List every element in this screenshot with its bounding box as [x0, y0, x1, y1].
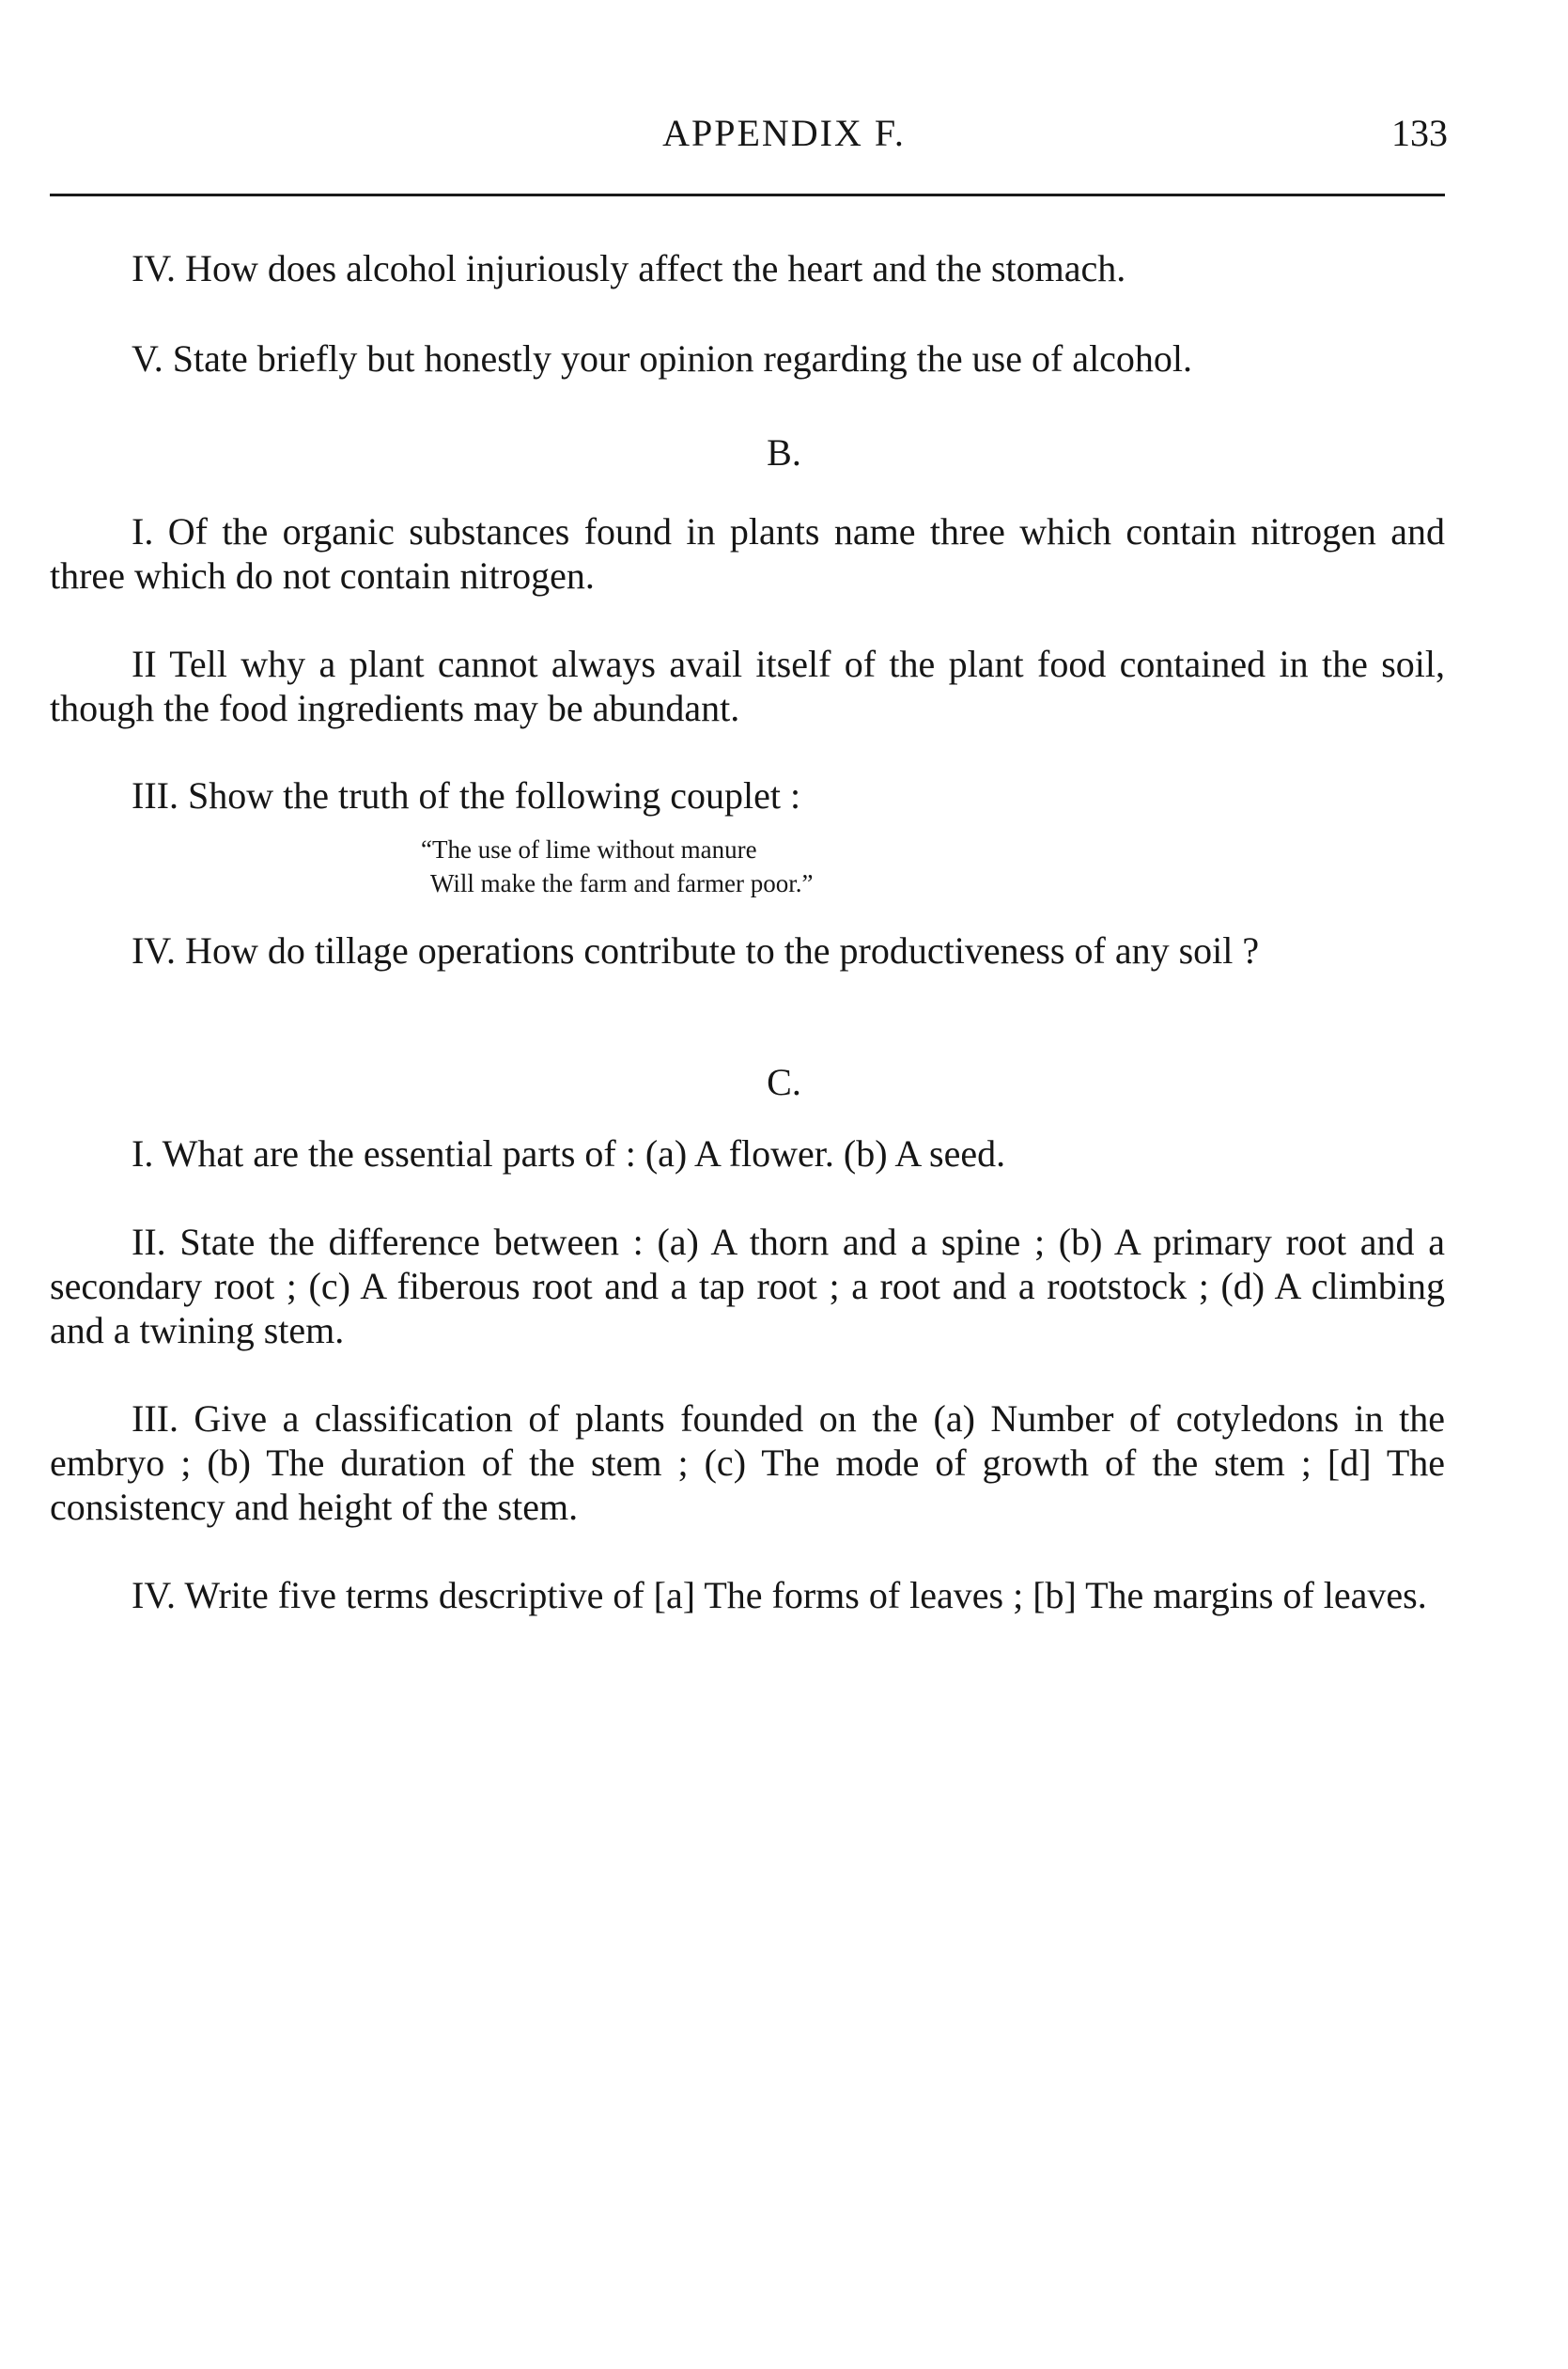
page-number: 133	[1391, 112, 1448, 154]
couplet-line-2: Will make the farm and farmer poor.”	[430, 869, 814, 897]
running-head	[0, 111, 1568, 167]
question-b-iv: IV. How do tillage operations contribute to the productiveness of any soil ?	[132, 929, 1260, 972]
question-a-iv: IV. How does alcohol injuriously affect the heart and the stomach.	[132, 247, 1126, 289]
header-rule	[50, 194, 1445, 196]
section-heading-c: C.	[767, 1061, 801, 1103]
question-c-i: I. What are the essential parts of : (a) A flower. (b) A seed.	[132, 1132, 1006, 1175]
couplet-line-1: “The use of lime without manure	[421, 835, 757, 864]
question-c-iii: III. Give a classification of plants founded on the (a) Number of cotyledons in the embryo ; (b) The duration of the stem ; (c) The mode of growth of the stem ; [d] The consistency and height of the stem.	[50, 1397, 1445, 1528]
question-a-v: V. State briefly but honestly your opinion regarding the use of alcohol.	[132, 337, 1193, 380]
section-heading-b: B.	[767, 431, 801, 474]
running-title: APPENDIX F.	[662, 112, 906, 154]
question-b-ii: II Tell why a plant cannot always avail itself of the plant food contained in the soil, though the food ingredients may be abundant.	[50, 643, 1445, 729]
question-c-iv: IV. Write five terms descriptive of [a] The forms of leaves ; [b] The margins of leaves.	[132, 1574, 1427, 1616]
question-c-ii: II. State the difference between : (a) A thorn and a spine ; (b) A primary root and a secondary root ; (c) A fiberous root and a tap root ; a root and a rootstock ; (d) A climbing and a twining stem.	[50, 1221, 1445, 1351]
couplet	[421, 833, 814, 900]
question-b-i: I. Of the organic substances found in plants name three which contain nitrogen and three which do not contain nitrogen.	[50, 510, 1445, 597]
question-b-iii: III. Show the truth of the following couplet :	[132, 774, 801, 817]
